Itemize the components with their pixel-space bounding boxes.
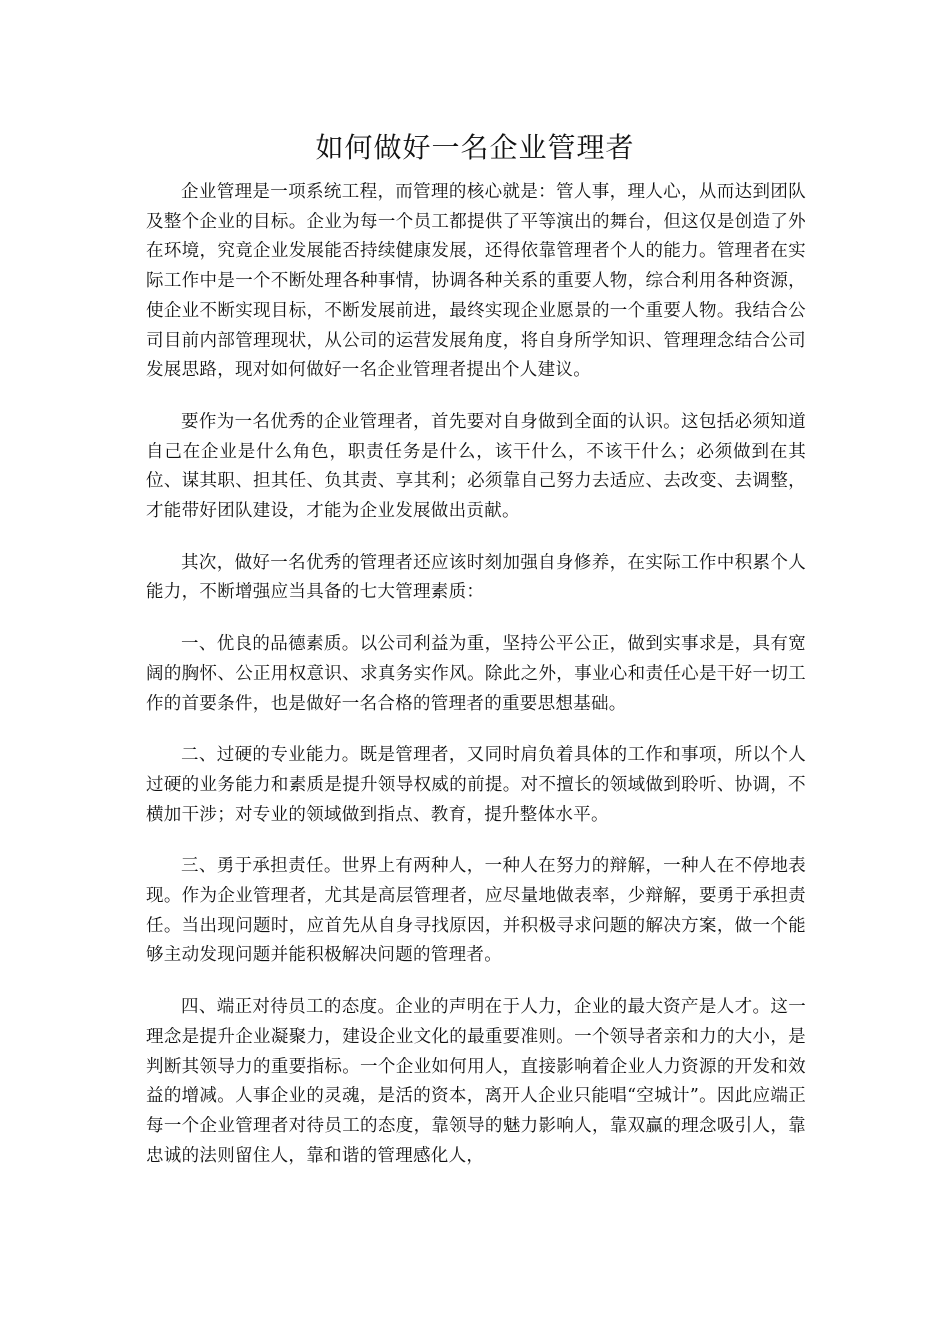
paragraph-seven-qualities-intro: 其次，做好一名优秀的管理者还应该时刻加强自身修养，在实际工作中积累个人能力，不断增强应当具备的七大管理素质： <box>146 552 806 603</box>
paragraph-quality-3: 三、勇于承担责任。世界上有两种人，一种人在努力的辩解，一种人在不停地表现。作为企业管理者，尤其是高层管理者，应尽量地做表率，少辩解，要勇于承担责任。当出现问题时，应首先从自身寻找原因，并积极寻求问题的解决方案，做一个能够主动发现问题并能积极解决问题的管理者。 <box>146 856 806 966</box>
paragraph-quality-1: 一、优良的品德素质。以公司利益为重，坚持公平公正，做到实事求是，具有宽阔的胸怀、公正用权意识、求真务实作风。除此之外，事业心和责任心是干好一切工作的首要条件，也是做好一名合格的管理者的重要思想基础。 <box>146 634 806 714</box>
paragraph-self-awareness: 要作为一名优秀的企业管理者，首先要对自身做到全面的认识。这包括必须知道自己在企业是什么角色，职责任务是什么，该干什么，不该干什么；必须做到在其位、谋其职、担其任、负其责、享其利；必须靠自己努力去适应、去改变、去调整，才能带好团队建设，才能为企业发展做出贡献。 <box>146 411 806 522</box>
paragraph-quality-4: 四、端正对待员工的态度。企业的声明在于人力，企业的最大资产是人才。这一理念是提升企业凝聚力，建设企业文化的最重要准则。一个领导者亲和力的大小，是判断其领导力的重要指标。一个企业如何用人，直接影响着企业人力资源的开发和效益的增减。人事企业的灵魂，是活的资本，离开人企业只能唱“空城计”。因此应端正每一个企业管理者对待员工的态度，靠领导的魅力影响人，靠双赢的理念吸引人，靠忠诚的法则留住人，靠和谐的管理感化人， <box>146 997 806 1166</box>
paragraph-intro: 企业管理是一项系统工程，而管理的核心就是：管人事，理人心，从而达到团队及整个企业的目标。企业为每一个员工都提供了平等演出的舞台，但这仅是创造了外在环境，究竟企业发展能否持续健康发展，还得依靠管理者个人的能力。管理者在实际工作中是一个不断处理各种事情，协调各种关系的重要人物，综合利用各种资源，使企业不断实现目标，不断发展前进，最终实现企业愿景的一个重要人物。我结合公司目前内部管理现状，从公司的运营发展角度，将自身所学知识、管理理念结合公司发展思路，现对如何做好一名企业管理者提出个人建议。 <box>146 182 806 381</box>
document-title: 如何做好一名企业管理者 <box>315 131 635 164</box>
paragraph-quality-2: 二、过硬的专业能力。既是管理者，又同时肩负着具体的工作和事项，所以个人过硬的业务能力和素质是提升领导权威的前提。对不擅长的领域做到聆听、协调，不横加干涉；对专业的领域做到指点、教育，提升整体水平。 <box>146 745 806 825</box>
document-body <box>146 178 806 1193</box>
